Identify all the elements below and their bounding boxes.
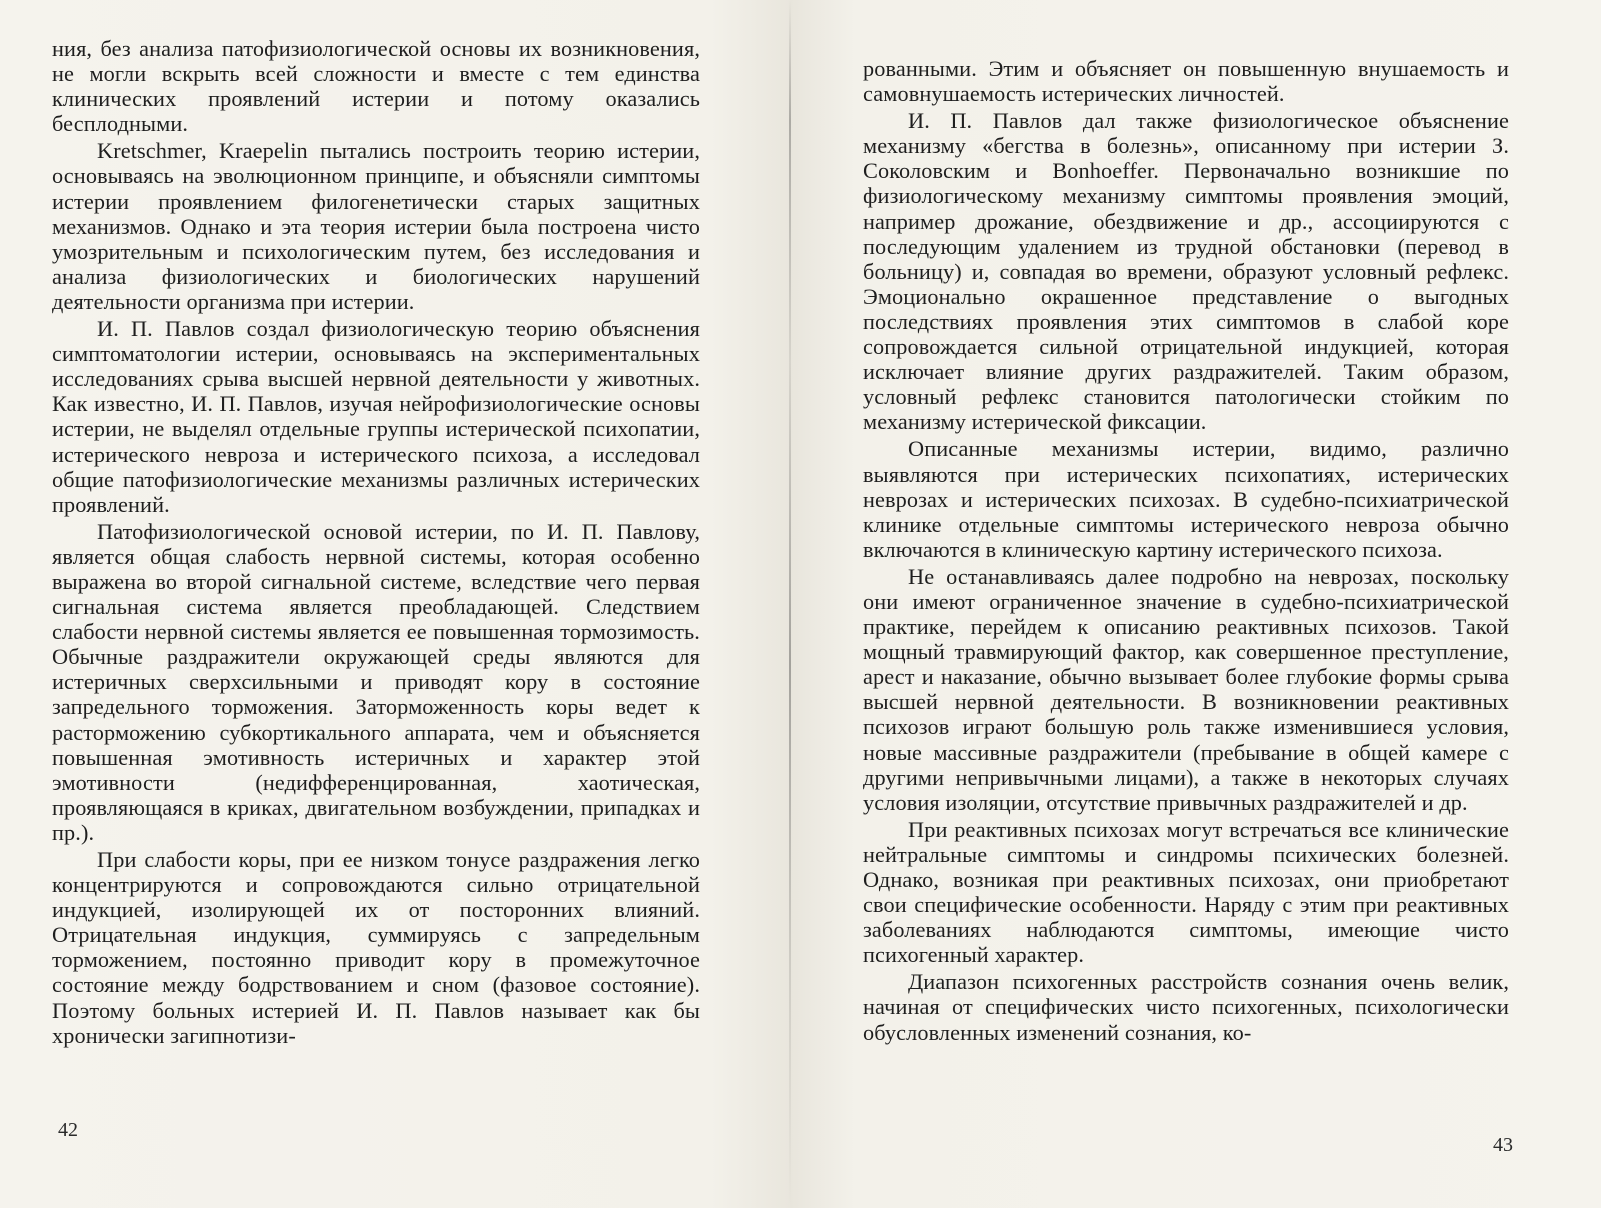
paragraph: И. П. Павлов дал также физиологическое объяснение механизму «бегства в болезнь», описанному при истерии З. Соколовским и Bonhoeffer. Первоначально возникшие по физиологическому механизму симптомы проявления эмоций, например дрожание, обездвижение и др., ассоциируются с последующим удалением из трудной обстановки (перевод в больницу) и, совпадая во времени, образуют условный рефлекс. Эмоционально окрашенное представление о выгодных последствиях проявления этих симптомов в слабой коре сопровождается сильной отрицательной индукцией, которая исключает влияние других раздражителей. Таким образом, условный рефлекс становится патологически стойким по механизму истерической фиксации. <box>863 108 1509 435</box>
page-number-left: 42 <box>58 1119 78 1141</box>
paragraph: И. П. Павлов создал физиологическую теорию объяснения симптоматологии истерии, основываясь на экспериментальных исследованиях срыва высшей нервной деятельности у животных. Как известно, И. П. Павлов, изучая нейрофизиологические основы истерии, не выделял отдельные группы истерической психопатии, истерического невроза и истерического психоза, а исследовал общие патофизиологические механизмы различных истерических проявлений. <box>52 316 700 517</box>
paragraph: Патофизиологической основой истерии, по И. П. Павлову, является общая слабость нервной системы, которая особенно выражена во второй сигнальной системе, вследствие чего первая сигнальная система является преобладающей. Следствием слабости нервной системы является ее повышенная тормозимость. Обычные раздражители окружающей среды являются для истеричных сверхсильными и приводят кору в состояние запредельного торможения. Заторможенность коры ведет к расторможению субкортикального аппарата, чем и объясняется повышенная эмотивность истеричных и характер этой эмотивности (недифференцированная, хаотическая, проявляющаяся в криках, двигательном возбуждении, припадках и пр.). <box>52 518 700 845</box>
book-gutter <box>789 0 791 1208</box>
paragraph: рованными. Этим и объясняет он повышенную внушаемость и самовнушаемость истерических личностей. <box>863 56 1509 107</box>
right-page-text <box>863 56 1509 1047</box>
paragraph: Kretschmer, Kraepelin пытались построить теорию истерии, основываясь на эволюционном принципе, и объясняли симптомы истерии проявлением филогенетически старых защитных механизмов. Однако и эта теория истерии была построена чисто умозрительным и психологическим путем, без исследования и анализа физиологических и биологических нарушений деятельности организма при истерии. <box>52 138 700 314</box>
paragraph: Диапазон психогенных расстройств сознания очень велик, начиная от специфических чисто психогенных, психологически обусловленных изменений сознания, ко- <box>863 969 1509 1045</box>
paragraph: Не останавливаясь далее подробно на неврозах, поскольку они имеют ограниченное значение в судебно-психиатрической практике, перейдем к описанию реактивных психозов. Такой мощный травмирующий фактор, как совершенное преступление, арест и наказание, обычно вызывает более глубокие формы срыва высшей нервной деятельности. В возникновении реактивных психозов играют большую роль также изменившиеся условия, новые массивные раздражители (пребывание в общей камере с другими непривычными лицами), а также в некоторых случаях условия изоляции, отсутствие привычных раздражителей и др. <box>863 563 1509 815</box>
paragraph: При слабости коры, при ее низком тонусе раздражения легко концентрируются и сопровождаются сильно отрицательной индукцией, изолирующей их от посторонних влияний. Отрицательная индукция, суммируясь с запредельным торможением, постоянно приводит кору в промежуточное состояние между бодрствованием и сном (фазовое состояние). Поэтому больных истерией И. П. Павлов называет как бы хронически загипнотизи- <box>52 847 700 1048</box>
paragraph: При реактивных психозах могут встречаться все клинические нейтральные симптомы и синдромы психических болезней. Однако, возникая при реактивных психозах, они приобретают свои специфические особенности. Наряду с этим при реактивных заболеваниях наблюдаются симптомы, имеющие чисто психогенный характер. <box>863 816 1509 968</box>
page-number-right: 43 <box>1493 1134 1513 1156</box>
right-page <box>790 0 1601 1208</box>
paragraph: Описанные механизмы истерии, видимо, различно выявляются при истерических психопатиях, истерических неврозах и истерических психозах. В судебно-психиатрической клинике отдельные симптомы истерического невроза обычно включаются в клиническую картину истерического психоза. <box>863 436 1509 562</box>
left-page <box>0 0 790 1208</box>
paragraph: ния, без анализа патофизиологической основы их возникновения, не могли вскрыть всей сложности и вместе с тем единства клинических проявлений истерии и потому оказались бесплодными. <box>52 36 700 137</box>
left-page-text <box>52 36 700 1050</box>
